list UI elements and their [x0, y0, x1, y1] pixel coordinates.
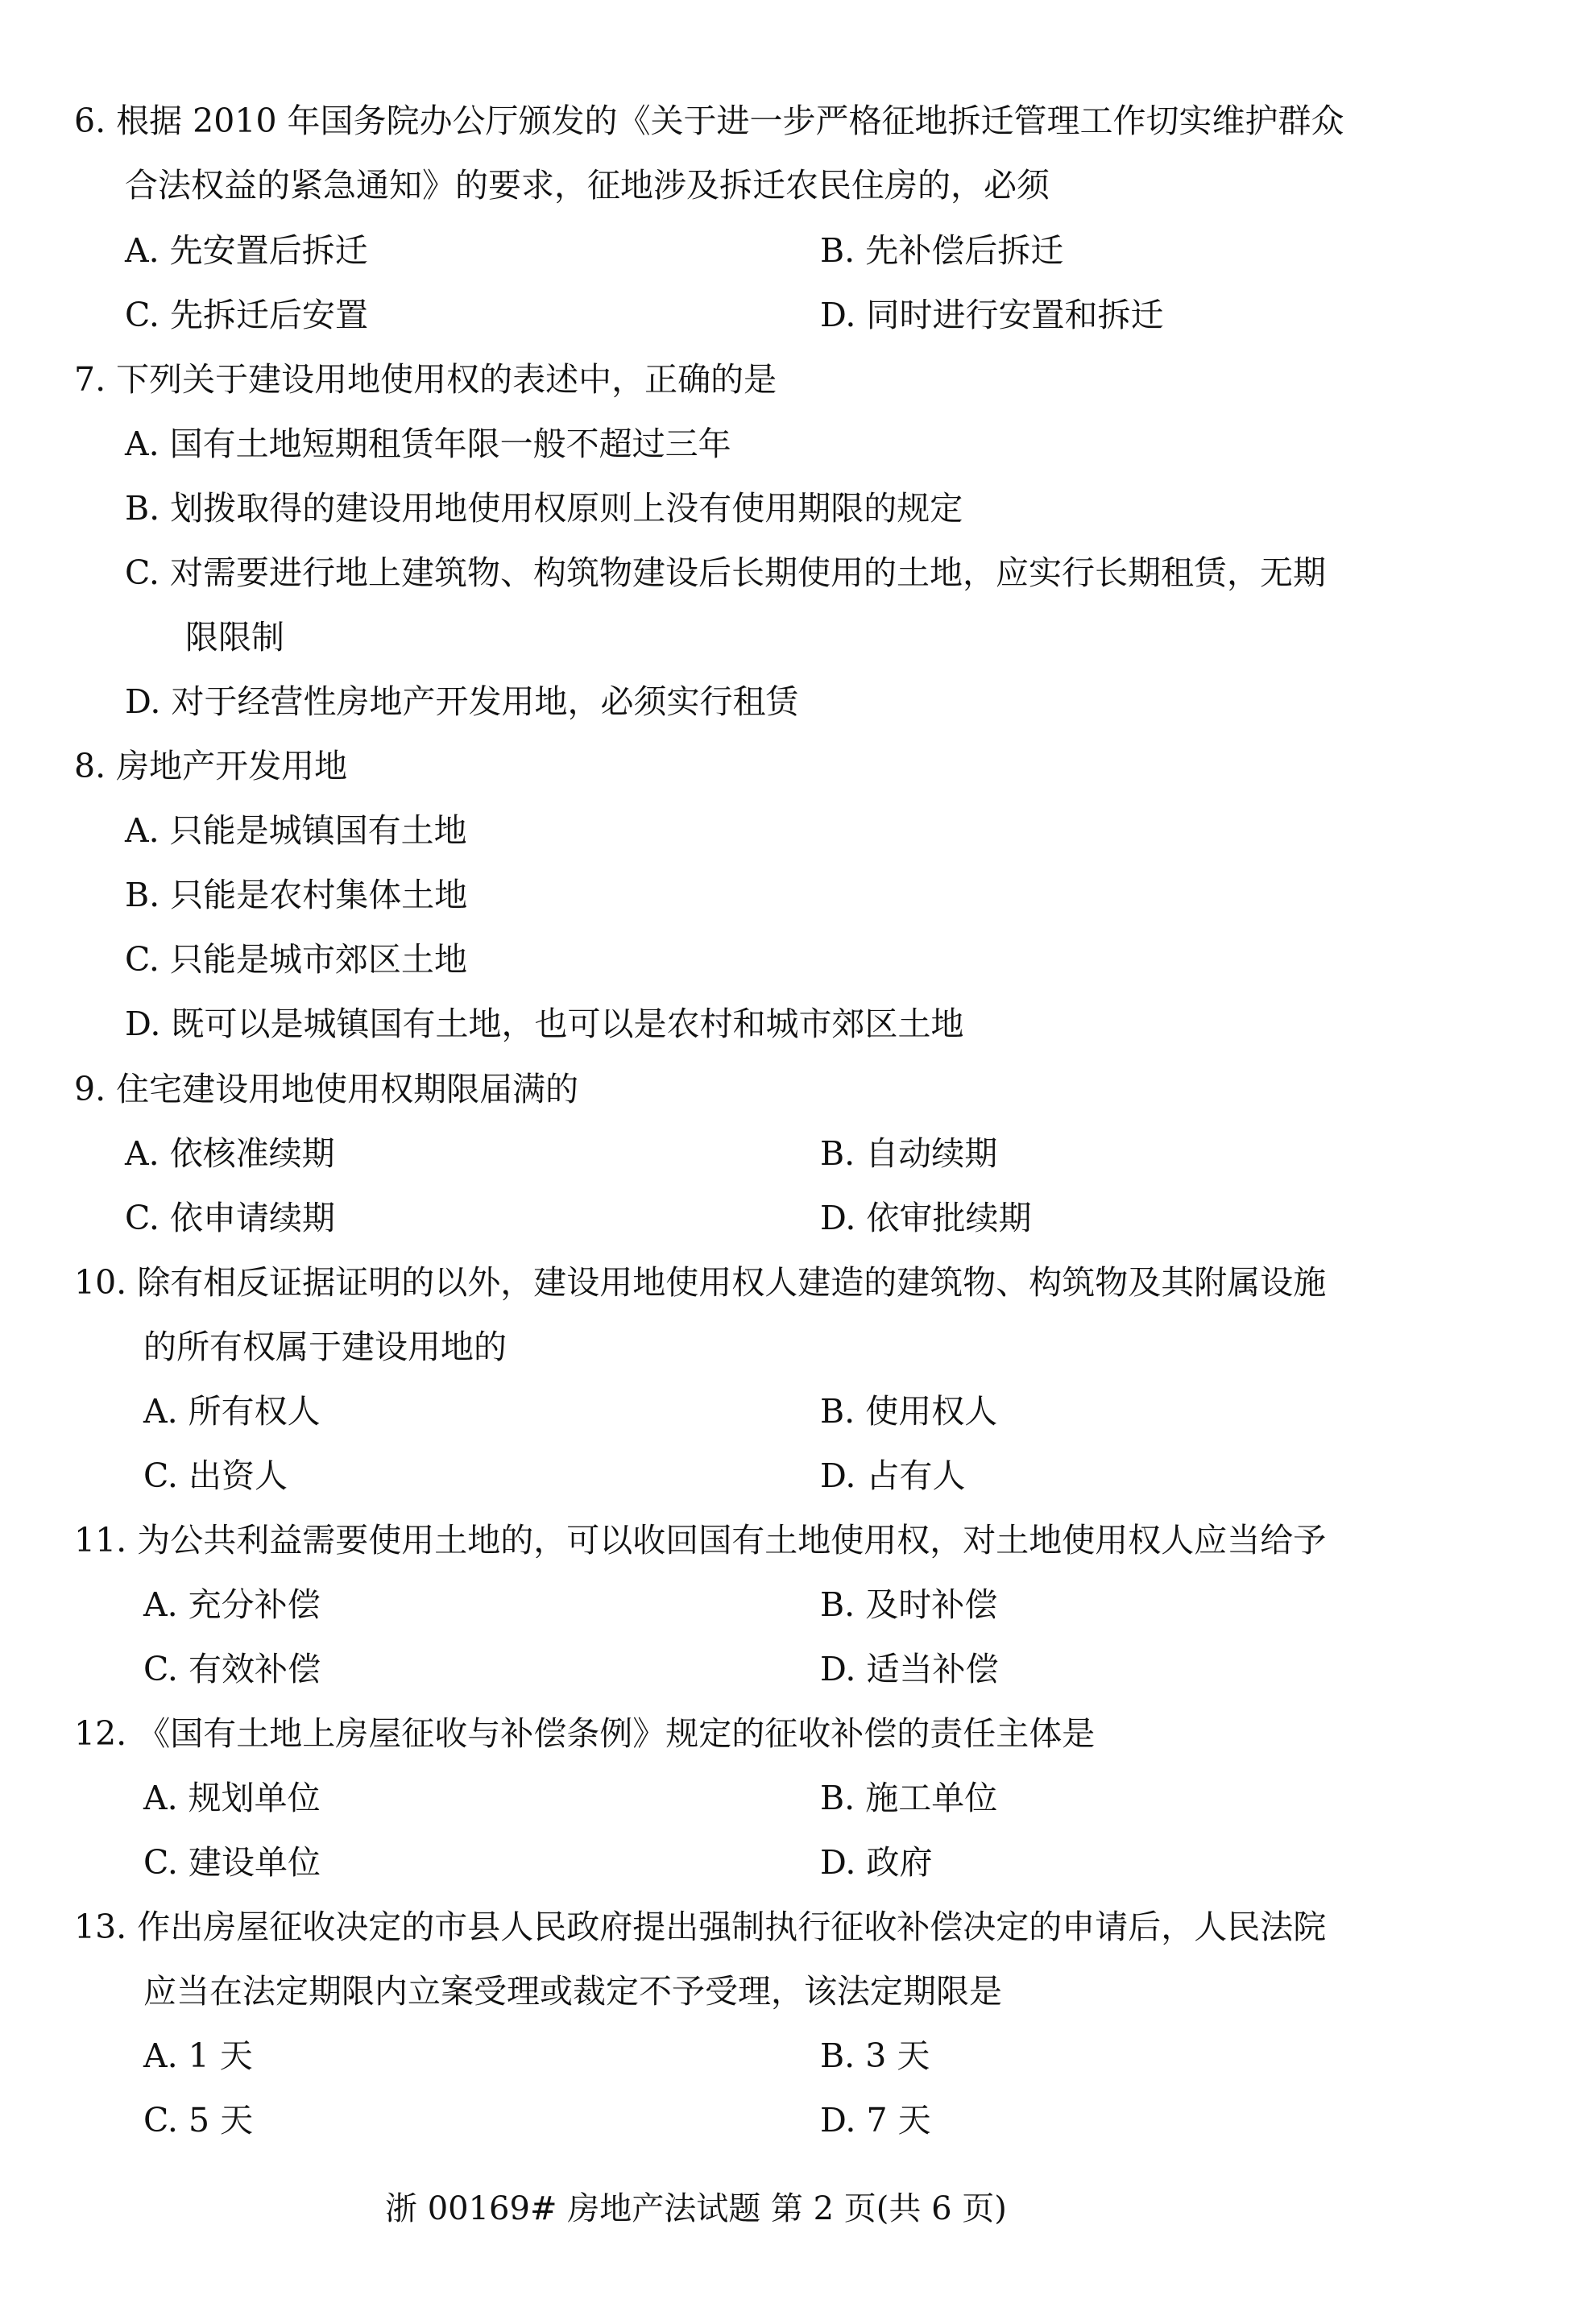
question-6-option-c: C. 先拆迁后安置: [125, 296, 368, 334]
question-7-option-a: A. 国有土地短期租赁年限一般不超过三年: [125, 425, 731, 463]
question-13-option-b: B. 3 天: [820, 2036, 930, 2075]
question-9-option-b: B. 自动续期: [820, 1134, 998, 1173]
question-11-stem: 11. 为公共利益需要使用土地的，可以收回国有土地使用权，对土地使用权人应当给予: [74, 1521, 1327, 1560]
question-9-stem: 9. 住宅建设用地使用权期限届满的: [74, 1070, 579, 1108]
question-13-option-a: A. 1 天: [143, 2036, 253, 2075]
question-6-option-d: D. 同时进行安置和拆迁: [820, 296, 1164, 334]
question-12-option-d: D. 政府: [820, 1843, 933, 1882]
question-11-option-d: D. 适当补偿: [820, 1650, 999, 1688]
question-11-option-b: B. 及时补偿: [820, 1585, 998, 1624]
question-6-option-b: B. 先补偿后拆迁: [820, 231, 1064, 270]
question-7-option-c-continued: 限限制: [185, 618, 284, 657]
question-8-option-a: A. 只能是城镇国有土地: [125, 811, 467, 850]
question-11-option-a: A. 充分补偿: [143, 1585, 321, 1624]
question-10-option-a: A. 所有权人: [143, 1392, 321, 1431]
question-8-option-d: D. 既可以是城镇国有土地，也可以是农村和城市郊区土地: [125, 1005, 964, 1043]
question-10-stem-line-1: 10. 除有相反证据证明的以外，建设用地使用权人建造的建筑物、构筑物及其附属设施: [74, 1263, 1327, 1302]
question-10-stem-line-2: 的所有权属于建设用地的: [143, 1328, 507, 1366]
question-10-option-c: C. 出资人: [143, 1456, 288, 1495]
question-6-option-a: A. 先安置后拆迁: [125, 231, 368, 270]
question-13-option-c: C. 5 天: [143, 2101, 254, 2140]
question-11-option-c: C. 有效补偿: [143, 1650, 321, 1688]
question-8-stem: 8. 房地产开发用地: [74, 747, 348, 785]
question-13-stem-line-2: 应当在法定期限内立案受理或裁定不予受理，该法定期限是: [143, 1972, 1002, 2011]
page-footer: 浙 00169# 房地产法试题 第 2 页(共 6 页): [385, 2190, 1007, 2227]
question-12-option-b: B. 施工单位: [820, 1779, 998, 1817]
question-8-option-b: B. 只能是农村集体土地: [125, 876, 468, 914]
question-13-stem-line-1: 13. 作出房屋征收决定的市县人民政府提出强制执行征收补偿决定的申请后，人民法院: [74, 1908, 1327, 1946]
question-13-option-d: D. 7 天: [820, 2101, 931, 2140]
question-12-option-c: C. 建设单位: [143, 1843, 321, 1882]
question-9-option-a: A. 依核准续期: [125, 1134, 335, 1173]
question-12-option-a: A. 规划单位: [143, 1779, 321, 1817]
question-9-option-d: D. 依审批续期: [820, 1199, 1032, 1237]
question-7-option-c: C. 对需要进行地上建筑物、构筑物建设后长期使用的土地，应实行长期租赁，无期: [125, 553, 1326, 592]
question-7-stem: 7. 下列关于建设用地使用权的表述中，正确的是: [74, 360, 777, 399]
question-9-option-c: C. 依申请续期: [125, 1199, 335, 1237]
question-6-stem-line-2: 合法权益的紧急通知》的要求，征地涉及拆迁农民住房的，必须: [125, 166, 1050, 205]
question-10-option-d: D. 占有人: [820, 1456, 966, 1495]
question-6-stem-line-1: 6. 根据 2010 年国务院办公厅颁发的《关于进一步严格征地拆迁管理工作切实维护群众: [74, 101, 1344, 140]
question-8-option-c: C. 只能是城市郊区土地: [125, 940, 467, 979]
question-10-option-b: B. 使用权人: [820, 1392, 998, 1431]
question-7-option-d: D. 对于经营性房地产开发用地，必须实行租赁: [125, 682, 799, 721]
question-12-stem: 12. 《国有土地上房屋征收与补偿条例》规定的征收补偿的责任主体是: [74, 1714, 1096, 1753]
question-7-option-b: B. 划拨取得的建设用地使用权原则上没有使用期限的规定: [125, 489, 963, 528]
